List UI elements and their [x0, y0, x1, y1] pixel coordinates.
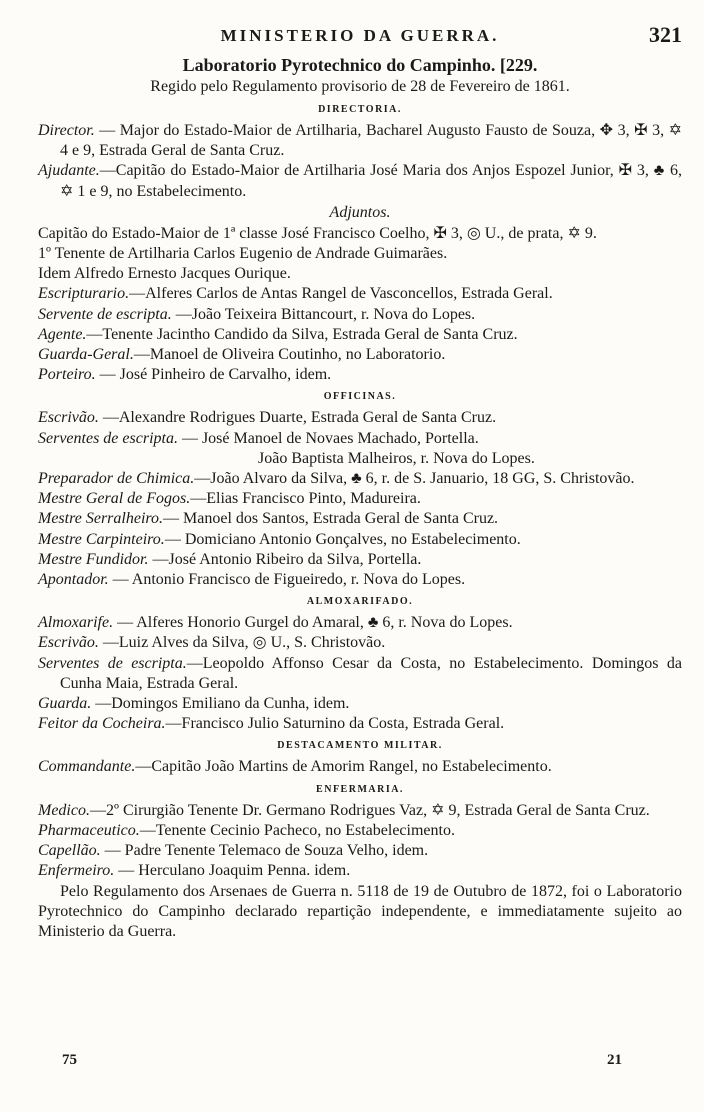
staff-details: —Tenente Jacintho Candido da Silva, Estrada Geral de Santa Cruz. — [86, 325, 518, 343]
staff-entry — [38, 345, 682, 365]
staff-details: —Domingos Emiliano da Cunha, idem. — [91, 695, 350, 713]
directoria-list — [38, 121, 682, 202]
role-label: Guarda. — [38, 695, 92, 713]
staff-details: — Padre Tenente Telemaco de Souza Velho, idem. — [100, 842, 429, 860]
staff-details: João Baptista Malheiros, r. Nova do Lopes. — [258, 449, 535, 467]
staff-entry — [38, 121, 682, 161]
staff-entry — [38, 284, 682, 304]
staff-entry — [38, 489, 682, 509]
staff-entry — [38, 408, 682, 428]
role-label: Escrivão. — [38, 409, 99, 427]
staff-details: —Leopoldo Affonso Cesar da Costa, no Estabelecimento. Domingos da Cunha Maia, Estrada Geral. — [60, 654, 682, 692]
role-label: Agente. — [38, 325, 87, 343]
staff-entry — [38, 757, 682, 777]
role-label: Ajudante. — [38, 162, 100, 180]
staff-entry — [38, 365, 682, 385]
signature-mark-right: 21 — [607, 1052, 622, 1068]
section-heading-enfermaria: ENFERMARIA. — [316, 783, 404, 795]
staff-entry — [38, 224, 682, 244]
role-label: Commandante. — [38, 758, 136, 776]
role-label: Serventes de escripta. — [38, 429, 178, 447]
staff-details: —Alexandre Rodrigues Duarte, Estrada Geral de Santa Cruz. — [98, 409, 497, 427]
section-heading-destacamento: DESTACAMENTO MILITAR. — [277, 740, 443, 752]
staff-entry — [38, 530, 682, 550]
role-label: Escripturario. — [38, 285, 130, 303]
role-label: Mestre Carpinteiro. — [38, 530, 165, 548]
staff-entry — [38, 694, 682, 714]
almoxarifado-list — [38, 613, 682, 734]
staff-entry — [38, 305, 682, 325]
staff-details: — Domiciano Antonio Gonçalves, no Estabelecimento. — [164, 530, 521, 548]
role-label: Preparador de Chimica. — [38, 470, 195, 488]
staff-entry — [38, 861, 682, 881]
role-label: Serventes de escripta. — [38, 654, 187, 672]
staff-details: — Alferes Honorio Gurgel do Amaral, ♣ 6, r. Nova do Lopes. — [113, 614, 513, 632]
document-subtitle: Regido pelo Regulamento provisorio de 28 de Fevereiro de 1861. — [150, 78, 570, 95]
staff-details: — Antonio Francisco de Figueiredo, r. Nova do Lopes. — [108, 571, 466, 589]
staff-details: 1º Tenente de Artilharia Carlos Eugenio de Andrade Guimarães. — [38, 245, 448, 263]
staff-details: —Francisco Julio Saturnino da Costa, Estrada Geral. — [165, 715, 505, 733]
role-label: Director. — [38, 122, 95, 139]
role-label: Servente de escripta. — [38, 305, 172, 323]
staff-entry — [38, 821, 682, 841]
staff-entry — [38, 325, 682, 345]
staff-entry — [38, 509, 682, 529]
staff-details: — Major do Estado-Maior de Artilharia, Bacharel Augusto Fausto de Souza, ✥ 3, ✠ 3, ✡ 4 e 9, Estrada Geral de Santa Cruz. — [60, 122, 682, 160]
role-label: Enfermeiro. — [38, 862, 115, 880]
staff-details: —João Alvaro da Silva, ♣ 6, r. de S. Januario, 18 GG, S. Christovão. — [194, 470, 635, 488]
role-label: Medico. — [38, 801, 90, 819]
running-header — [38, 20, 682, 54]
document-title: Laboratorio Pyrotechnico do Campinho. [229. — [182, 55, 538, 75]
page — [38, 20, 682, 942]
role-label: Guarda-Geral. — [38, 346, 134, 364]
staff-details: —Tenente Cecinio Pacheco, no Estabelecimento. — [139, 821, 455, 839]
role-label: Feitor da Cocheira. — [38, 715, 166, 733]
staff-details: Capitão do Estado-Maior de 1ª classe José Francisco Coelho, ✠ 3, ◎ U., de prata, ✡ 9. — [38, 224, 597, 242]
staff-details: — José Manoel de Novaes Machado, Portella. — [177, 429, 479, 447]
section-heading-officinas: OFFICINAS. — [323, 391, 397, 403]
staff-details: —Alferes Carlos de Antas Rangel de Vasconcellos, Estrada Geral. — [129, 285, 553, 303]
section-heading-almoxarifado: ALMOXARIFADO. — [306, 596, 414, 608]
role-label: Pharmaceutico. — [38, 821, 140, 839]
role-label: Mestre Serralheiro. — [38, 510, 164, 528]
signature-mark-left: 75 — [62, 1052, 77, 1068]
ministry-title: MINISTERIO DA GUERRA. — [220, 26, 500, 45]
page-number: 321 — [649, 22, 682, 47]
role-label: Mestre Fundidor. — [38, 550, 149, 568]
staff-details: —José Antonio Ribeiro da Silva, Portella. — [148, 550, 422, 568]
staff-entry — [38, 550, 682, 570]
role-label: Apontador. — [38, 571, 109, 589]
section-heading-adjuntos: Adjuntos. — [329, 203, 391, 221]
staff-details: —João Teixeira Bittancourt, r. Nova do Lopes. — [171, 305, 476, 323]
role-label: Capellão. — [38, 842, 101, 860]
staff-entry — [38, 429, 682, 449]
staff-details: —Elias Francisco Pinto, Madureira. — [190, 490, 421, 508]
staff-details: Idem Alfredo Ernesto Jacques Ourique. — [38, 265, 291, 283]
role-label: Porteiro. — [38, 366, 96, 384]
regulation-note: Pelo Regulamento dos Arsenaes de Guerra n. 5118 de 19 de Outubro de 1872, foi o Laboratorio Pyrotechnico do Campinho declarado repartição independente, e immediatamente sujeito ao Ministerio da Guerra. — [38, 882, 682, 940]
staff-details: —Capitão João Martins de Amorim Rangel, no Estabelecimento. — [135, 758, 552, 776]
destacamento-list — [38, 757, 682, 777]
role-label: Mestre Geral de Fogos. — [38, 490, 191, 508]
staff-details: — José Pinheiro de Carvalho, idem. — [95, 366, 332, 384]
staff-details: —Luiz Alves da Silva, ◎ U., S. Christovão. — [98, 634, 386, 652]
staff-entry — [38, 801, 682, 821]
staff-entry — [38, 469, 682, 489]
staff-entry — [38, 449, 682, 469]
section-heading-directoria: DIRECTORIA. — [318, 104, 402, 115]
staff-entry — [38, 633, 682, 653]
staff-details: —2º Cirurgião Tenente Dr. Germano Rodrigues Vaz, ✡ 9, Estrada Geral de Santa Cruz. — [89, 801, 650, 819]
role-label: Escrivão. — [38, 634, 99, 652]
staff-entry — [38, 714, 682, 734]
staff-entry — [38, 841, 682, 861]
staff-entry — [38, 244, 682, 264]
enfermaria-list — [38, 801, 682, 882]
officinas-list — [38, 408, 682, 590]
staff-entry — [38, 654, 682, 694]
staff-entry — [38, 264, 682, 284]
staff-details: — Manoel dos Santos, Estrada Geral de Santa Cruz. — [163, 510, 499, 528]
staff-entry — [38, 570, 682, 590]
staff-entry — [38, 161, 682, 201]
staff-entry — [38, 613, 682, 633]
staff-details: —Capitão do Estado-Maior de Artilharia José Maria dos Anjos Espozel Junior, ✠ 3, ♣ 6, ✡ 1 e 9, no Estabelecimento. — [60, 162, 682, 200]
role-label: Almoxarife. — [38, 614, 114, 632]
staff-details: — Herculano Joaquim Penna. idem. — [114, 862, 351, 880]
staff-details: —Manoel de Oliveira Coutinho, no Laboratorio. — [133, 346, 446, 364]
adjuntos-list — [38, 224, 682, 386]
